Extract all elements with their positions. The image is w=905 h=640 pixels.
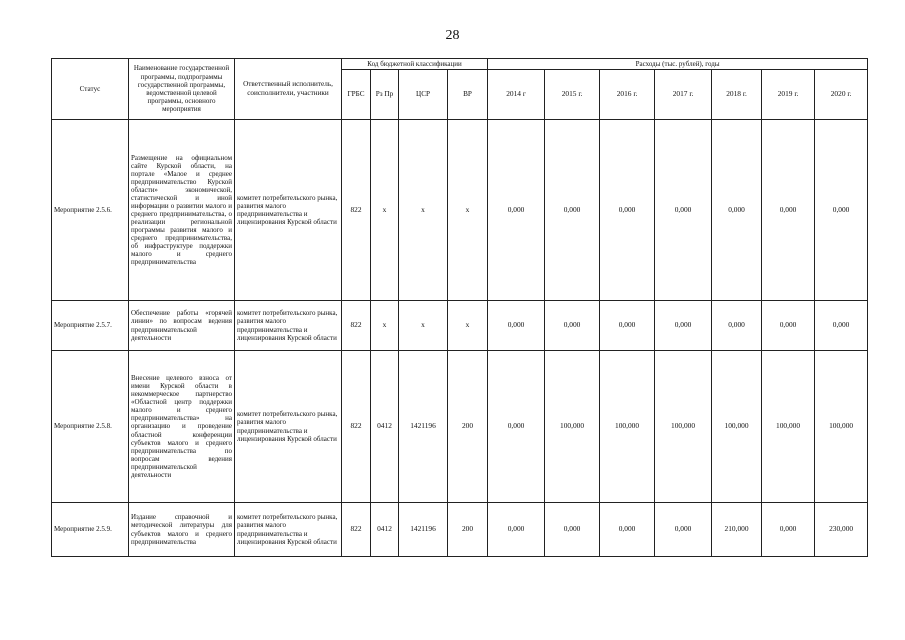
- row-vr: х: [448, 301, 488, 351]
- row-grbs: 822: [342, 301, 371, 351]
- header-year: 2017 г.: [655, 70, 712, 120]
- header-budget-code: Код бюджетной классификации: [342, 59, 488, 70]
- page-number: 28: [445, 28, 460, 43]
- row-csr: х: [399, 120, 448, 301]
- budget-table: [51, 58, 868, 557]
- row-csr: х: [399, 301, 448, 351]
- header-year: 2015 г.: [545, 70, 600, 120]
- table-row: [52, 301, 868, 351]
- header-expenses: Расходы (тыс. рублей), годы: [488, 59, 868, 70]
- row-grbs: 822: [342, 351, 371, 503]
- table-row: [52, 120, 868, 301]
- row-status: Мероприятие 2.5.8.: [52, 351, 129, 503]
- row-executor: комитет потребительского рынка, развития малого предпринимательства и лицензирования Курской области: [235, 351, 342, 503]
- row-rzpr: 0412: [371, 351, 399, 503]
- row-value: 100,000: [655, 351, 712, 503]
- row-value: 100,000: [762, 351, 815, 503]
- row-status: Мероприятие 2.5.6.: [52, 120, 129, 301]
- row-value: 100,000: [815, 351, 868, 503]
- row-status: Мероприятие 2.5.9.: [52, 503, 129, 557]
- row-value: 0,000: [488, 120, 545, 301]
- header-row-group: [52, 59, 868, 70]
- row-value: 0,000: [655, 301, 712, 351]
- row-vr: х: [448, 120, 488, 301]
- table-row: [52, 351, 868, 503]
- row-value: 0,000: [712, 301, 762, 351]
- row-value: 100,000: [712, 351, 762, 503]
- row-vr: 200: [448, 503, 488, 557]
- row-value: 0,000: [600, 301, 655, 351]
- header-year: 2019 г.: [762, 70, 815, 120]
- row-executor: комитет потребительского рынка, развития малого предпринимательства и лицензирования Курской области: [235, 503, 342, 557]
- header-grbs: ГРБС: [342, 70, 371, 120]
- row-value: 0,000: [712, 120, 762, 301]
- row-value: 100,000: [545, 351, 600, 503]
- row-rzpr: х: [371, 120, 399, 301]
- table-row: [52, 503, 868, 557]
- row-value: 0,000: [815, 301, 868, 351]
- row-value: 0,000: [655, 503, 712, 557]
- row-grbs: 822: [342, 120, 371, 301]
- row-value: 0,000: [545, 503, 600, 557]
- header-status: Статус: [52, 59, 129, 120]
- row-rzpr: х: [371, 301, 399, 351]
- row-csr: 1421196: [399, 503, 448, 557]
- header-year: 2016 г.: [600, 70, 655, 120]
- row-vr: 200: [448, 351, 488, 503]
- row-csr: 1421196: [399, 351, 448, 503]
- row-name: Издание справочной и методической литературы для субъектов малого и среднего предпринимательства: [129, 503, 235, 557]
- row-value: 0,000: [600, 503, 655, 557]
- header-year: 2020 г.: [815, 70, 868, 120]
- row-value: 0,000: [545, 120, 600, 301]
- row-value: 0,000: [762, 503, 815, 557]
- row-name: Внесение целевого взноса от имени Курской области в некоммерческое партнерство «Областной центр поддержки малого и среднего предпринимательства» на организацию и проведение областной конференции субъектов малого и среднего предпринимательства по вопросам ведения предпринимательской деятельности: [129, 351, 235, 503]
- row-name: Обеспечение работы «горячей линии» по вопросам ведения предпринимательской деятельности: [129, 301, 235, 351]
- row-value: 0,000: [488, 503, 545, 557]
- row-value: 100,000: [600, 351, 655, 503]
- row-value: 0,000: [655, 120, 712, 301]
- row-value: 0,000: [762, 301, 815, 351]
- header-csr: ЦСР: [399, 70, 448, 120]
- row-value: 0,000: [600, 120, 655, 301]
- header-year: 2014 г: [488, 70, 545, 120]
- row-value: 210,000: [712, 503, 762, 557]
- header-vr: ВР: [448, 70, 488, 120]
- row-executor: комитет потребительского рынка, развития малого предпринимательства и лицензирования Курской области: [235, 301, 342, 351]
- header-name: Наименование государственной программы, подпрограммы государственной программы, ведомственной целевой программы, основного мероприятия: [129, 59, 235, 120]
- row-value: 230,000: [815, 503, 868, 557]
- row-executor: комитет потребительского рынка, развития малого предпринимательства и лицензирования Курской области: [235, 120, 342, 301]
- row-rzpr: 0412: [371, 503, 399, 557]
- row-value: 0,000: [815, 120, 868, 301]
- row-name: Размещение на официальном сайте Курской области, на портале «Малое и среднее предпринимательство Курской области» экономической, статистической и иной информации о развитии малого и среднего предпринимательства, о реализации региональной программы развития малого и среднего предпринимательства, об инфраструктуре поддержки малого и среднего предпринимательства: [129, 120, 235, 301]
- header-rzpr: Рз Пр: [371, 70, 399, 120]
- row-value: 0,000: [488, 351, 545, 503]
- row-value: 0,000: [762, 120, 815, 301]
- row-value: 0,000: [545, 301, 600, 351]
- row-grbs: 822: [342, 503, 371, 557]
- row-value: 0,000: [488, 301, 545, 351]
- row-status: Мероприятие 2.5.7.: [52, 301, 129, 351]
- header-year: 2018 г.: [712, 70, 762, 120]
- header-executor: Ответственный исполнитель, соисполнители, участники: [235, 59, 342, 120]
